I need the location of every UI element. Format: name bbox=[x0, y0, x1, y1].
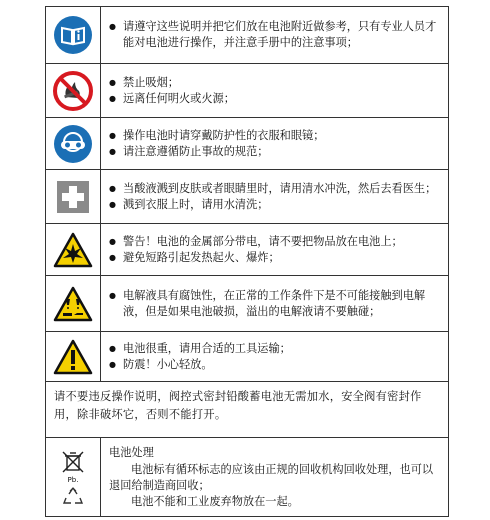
disposal-icon-cell bbox=[46, 438, 101, 516]
instruction-row-protection bbox=[46, 118, 448, 170]
instruction-row-corrosive bbox=[46, 276, 448, 332]
general-warning-icon bbox=[53, 339, 93, 375]
safety-instructions-table bbox=[45, 6, 449, 517]
instruction-text: ● 电解液具有腐蚀性，在正常的工作条件下是不可能接触到电解液，但是如果电池破损，溢出的电解液请不要触碰； bbox=[109, 288, 442, 320]
disposal-text-2: 电池不能和工业废弃物放在一起。 bbox=[131, 494, 299, 508]
goggles-icon bbox=[53, 124, 93, 164]
corrosive-warning-icon bbox=[53, 286, 93, 322]
instruction-text: ● 请遵守这些说明并把它们放在电池附近做参考，只有专业人员才能对电池进行操作，并注意手册中的注意事项； bbox=[109, 19, 442, 51]
disposal-text-1: 电池标有循环标志的应该由正规的回收机构回收处理，也可以退回给制造商回收； bbox=[109, 462, 434, 492]
instruction-text: ● 警告！电池的金属部分带电，请不要把物品放在电池上； bbox=[109, 234, 442, 250]
instruction-text: ● 请注意遵循防止事故的规范； bbox=[109, 144, 442, 160]
manual-icon-cell bbox=[46, 7, 101, 63]
instruction-row-explosion bbox=[46, 224, 448, 276]
instruction-text: ● 避免短路引起发热起火、爆炸； bbox=[109, 250, 442, 266]
instruction-text: ● 电池很重，请用合适的工具运输； bbox=[109, 341, 442, 357]
instruction-text: ● 防震！小心轻放。 bbox=[109, 357, 442, 373]
instruction-text: ● 操作电池时请穿戴防护性的衣服和眼镜； bbox=[109, 128, 442, 144]
pb-label: Pb. bbox=[67, 475, 79, 484]
no-smoking-fire-icon bbox=[52, 70, 94, 112]
disposal-row bbox=[46, 438, 448, 516]
manual-icon bbox=[53, 15, 93, 55]
disposal-title: 电池处理 bbox=[109, 445, 154, 459]
instruction-text: ● 远离任何明火或火源； bbox=[109, 91, 442, 107]
instruction-row-acid bbox=[46, 170, 448, 224]
notice-text: 请不要违反操作说明，阀控式密封铅酸蓄电池无需加水，安全阀有密封作用，除非破坏它，否则不能打开。 bbox=[54, 390, 422, 421]
notice-row bbox=[46, 382, 448, 438]
instruction-row-no-fire bbox=[46, 64, 448, 118]
recycle-icon bbox=[62, 486, 84, 506]
first-aid-cross-icon bbox=[56, 180, 90, 214]
instruction-text: ● 溅到衣服上时，请用水清洗； bbox=[109, 197, 442, 213]
instruction-row-heavy bbox=[46, 332, 448, 382]
explosion-warning-icon bbox=[53, 232, 93, 268]
instruction-text: ● 禁止吸烟； bbox=[109, 75, 442, 91]
instruction-text: ● 当酸液溅到皮肤或者眼睛里时，请用清水冲洗，然后去看医生； bbox=[109, 181, 442, 197]
instruction-row-manual bbox=[46, 7, 448, 64]
crossed-bin-icon bbox=[60, 449, 86, 475]
